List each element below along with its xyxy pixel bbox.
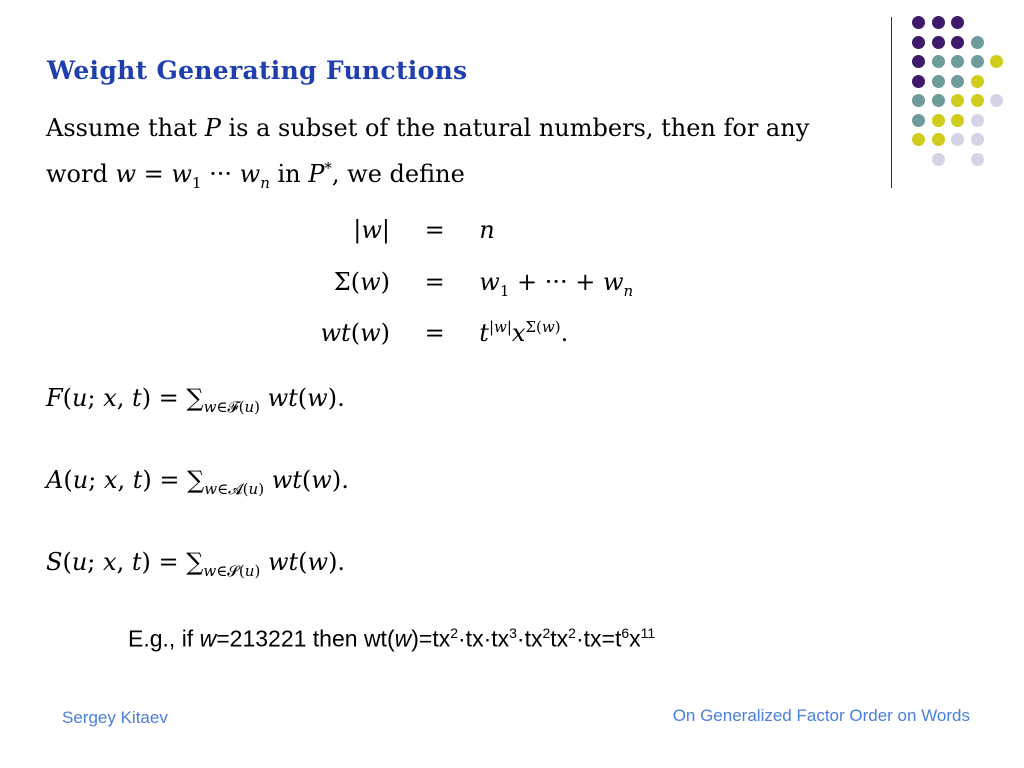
decorative-dot (932, 16, 945, 29)
definition-rhs: n (479, 216, 495, 244)
intro-line-1: Assume that P is a subset of the natural numbers, then for any (46, 114, 810, 142)
intro-paragraph (46, 108, 876, 203)
decorative-dot (951, 75, 964, 88)
decorative-dot (971, 75, 984, 88)
decorative-dot (912, 133, 925, 146)
slide-title: Weight Generating Functions (47, 56, 468, 85)
definition-lhs: Σ(w) (333, 268, 390, 296)
generating-function-F: F(u; x, $t) = \sum_{w\in 𝓕(u)}$ wt(w). (46, 384, 345, 416)
decorative-dot (971, 133, 984, 146)
decorative-dot (971, 114, 984, 127)
decorative-dot (912, 94, 925, 107)
decorative-dot (932, 36, 945, 49)
definition-rhs: $w_1$ + ··· + $w_n$ (479, 268, 634, 300)
decorative-dot (951, 114, 964, 127)
divider-line (891, 17, 892, 188)
decorative-dot (951, 133, 964, 146)
definition-weight (280, 318, 568, 347)
definition-lhs: |w| (353, 216, 390, 244)
decorative-dot (951, 55, 964, 68)
decorative-dot (932, 153, 945, 166)
decorative-dot (912, 36, 925, 49)
footer-talk-title: On Generalized Factor Order on Words (672, 706, 970, 725)
definition-equals: = (424, 216, 445, 244)
generating-function-A: A(u; x, $t) = \sum_{w\in 𝓐(u)}$ wt(w). (46, 466, 349, 498)
definition-lhs: wt(w) (320, 319, 390, 347)
decorative-dot (932, 55, 945, 68)
decorative-dot (932, 75, 945, 88)
decorative-dot (971, 36, 984, 49)
definition-sum (280, 268, 633, 300)
decorative-dot (932, 94, 945, 107)
decorative-dot (971, 153, 984, 166)
intro-line-2: word $w = w_1$ ··· $w_n$ in P*, we define (46, 159, 465, 192)
decorative-dot (912, 114, 925, 127)
decorative-dot (912, 16, 925, 29)
definition-equals: = (424, 319, 445, 347)
decorative-dot (951, 94, 964, 107)
decorative-dot (951, 36, 964, 49)
decorative-dot (990, 55, 1003, 68)
decorative-dot (971, 55, 984, 68)
decorative-dot (912, 75, 925, 88)
decorative-dot (932, 114, 945, 127)
example-line: E.g., if w=213221 then $wt(w)=tx^2\cdot tx\cdot tx^3\cdot tx^2tx^2\cdot tx=t^6x^{11}$ (128, 625, 656, 652)
generating-function-S: S(u; x, $t) = \sum_{w\in 𝓢(u)}$ wt(w). (46, 548, 346, 580)
definition-length (280, 216, 495, 244)
decorative-dot (912, 55, 925, 68)
decorative-dot (951, 16, 964, 29)
definition-equals: = (424, 268, 445, 296)
footer-author: Sergey Kitaev (62, 708, 168, 727)
definition-rhs: $t^{|w|}x^{\Sigma(w)}$. (479, 318, 569, 347)
decorative-dot (990, 94, 1003, 107)
decorative-dot (932, 133, 945, 146)
decorative-dot (971, 94, 984, 107)
